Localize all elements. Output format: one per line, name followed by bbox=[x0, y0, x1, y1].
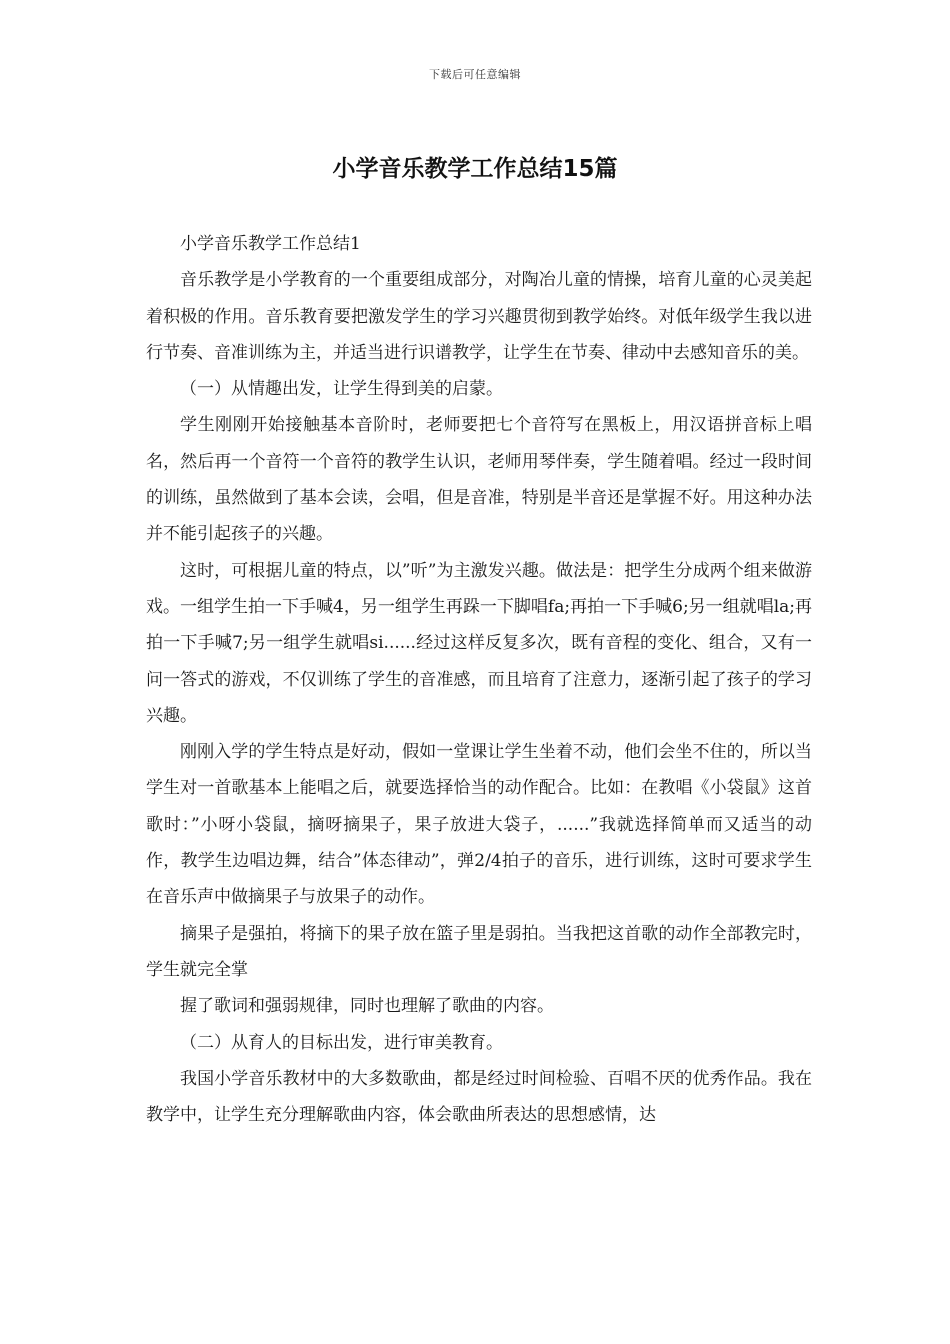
subheading: （一）从情趣出发，让学生得到美的启蒙。 bbox=[180, 379, 503, 400]
document-title: 小学音乐教学工作总结15篇 bbox=[332, 156, 618, 182]
document-body bbox=[146, 226, 812, 1133]
section-heading: 小学音乐教学工作总结1 bbox=[180, 234, 361, 254]
paragraph: 摘果子是强拍，将摘下的果子放在篮子里是弱拍。当我把这首歌的动作全部教完时，学生就完全掌 bbox=[146, 923, 812, 980]
paragraph: 我国小学音乐教材中的大多数歌曲，都是经过时间检验、百唱不厌的优秀作品。我在教学中，让学生充分理解歌曲内容，体会歌曲所表达的思想感情，达 bbox=[146, 1068, 812, 1126]
paragraph: 学生刚刚开始接触基本音阶时，老师要把七个音符写在黑板上，用汉语拼音标上唱名，然后再一个音符一个音符的教学生认识，老师用琴伴奏，学生随着唱。经过一段时间的训练，虽然做到了基本会读，会唱，但是音准，特别是半音还是掌握不好。用这种办法并不能引起孩子的兴趣。 bbox=[146, 415, 812, 545]
header-note: 下载后可任意编辑 bbox=[429, 68, 521, 81]
paragraph: 音乐教学是小学教育的一个重要组成部分，对陶冶儿童的情操，培育儿童的心灵美起着积极的作用。音乐教育要把激发学生的学习兴趣贯彻到教学始终。对低年级学生我以进行节奏、音准训练为主，并适当进行识谱教学，让学生在节奏、律动中去感知音乐的美。 bbox=[146, 270, 812, 363]
paragraph: 刚刚入学的学生特点是好动，假如一堂课让学生坐着不动，他们会坐不住的，所以当学生对一首歌基本上能唱之后，就要选择恰当的动作配合。比如：在教唱《小袋鼠》这首歌时：”小呀小袋鼠，摘呀摘果子，果子放进大袋子，......”我就选择简单而又适当的动作，教学生边唱边舞，结合”体态律动”，弹2/4拍子的音乐，进行训练，这时可要求学生在音乐声中做摘果子与放果子的动作。 bbox=[146, 742, 812, 908]
paragraph: 握了歌词和强弱规律，同时也理解了歌曲的内容。 bbox=[180, 996, 554, 1017]
paragraph: 这时，可根据儿童的特点，以”听”为主激发兴趣。做法是：把学生分成两个组来做游戏。一组学生拍一下手喊4，另一组学生再跺一下脚唱fa;再拍一下手喊6;另一组就唱la;再拍一下手喊7;另一组学生就唱si......经过这样反复多次，既有音程的变化、组合，又有一问一答式的游戏，不仅训练了学生的音准感，而且培育了注意力，逐渐引起了孩子的学习兴趣。 bbox=[146, 560, 812, 726]
subheading: （二）从育人的目标出发，进行审美教育。 bbox=[180, 1032, 503, 1053]
